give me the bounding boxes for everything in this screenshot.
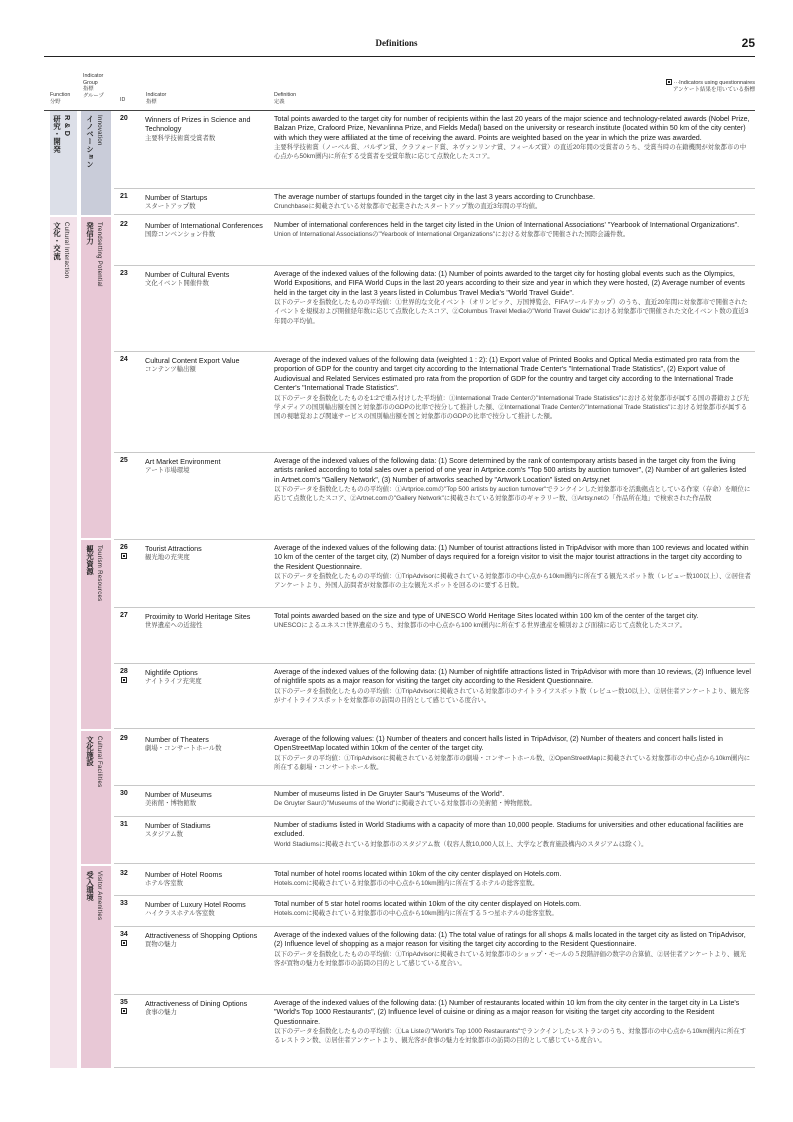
indicator-definition: Number of museums listed in De Gruyter Saur's "Museums of the World". De Gruyter Saurの"Museums of the World"に掲載されている対象都市の美術館・博物館数。 [274,790,536,808]
col-id: ID [120,97,126,103]
indicator-name: Number of Theaters 劇場・コンサートホール数 [145,735,222,753]
indicator-id: 28 [120,668,128,683]
col-definition: Definition 定義 [274,92,297,105]
indicator-name: Attractiveness of Shopping Options 買物の魅力 [145,931,258,949]
indicator-definition: Average of the indexed values of the following data: (1) Number of nightlife attractions listed in TripAdvisor with more than 10 reviews, (2) Influence level of nightlife spots as a major reason for visiting the target city according to the Resident Questionnaire. 以下のデータを指数化したものの平均値：①TripAdvisorに掲載されている対象都市のナイトライフスポット数（レビュー数10以上）、②居住者アンケートより、観光客がナイトライフスポットを対象都市の訪問の目的として感じている度合い。 [274,668,751,705]
table-row [114,995,755,1068]
table-row [114,111,755,189]
indicator-name: Number of Startups スタートアップ数 [145,193,208,211]
questionnaire-icon [121,940,127,946]
indicator-name: Number of International Conferences 国際コンベンション件数 [145,221,263,239]
indicator-id: 33 [120,900,128,907]
header-rule [44,56,755,57]
indicator-definition: Average of the indexed values of the following data: (1) Number of restaurants located within 10 km from the city center in the target city in La Liste's "World's Top 1000 Restaurants", (2) Influence level of cuisine or dining as a major reason for visiting the target city according to the Resident Questionnaire. 以下のデータを指数化したものの平均値：①La Listeの"World's Top 1000 Restaurants"でランクインしたレストランのうち、対象都市の中心点から10km圏内に所在するレストラン数、②居住者アンケートより、観光客が食事の魅力を対象都市の訪問の目的として感じている度合い。 [274,999,747,1045]
col-function: Function 分野 [50,92,71,105]
indicator-definition: Total number of 5 star hotel rooms located within 10km of the city center displayed on Hotels.com. Hotels.comに掲載されている対象都市の中心点から10km圏内に所在する５つ星ホテルの総客室数。 [274,900,582,918]
table-row [114,664,755,729]
indicator-definition: Total points awarded based on the size and type of UNESCO World Heritage Sites located within 100 km of the center of the target city. UNESCOによるユネスコ世界遺産のうち、対象都市の中心点から100 km圏内に所在する世界遺産を種別および面積に応じて点数化したスコア。 [274,612,699,630]
indicator-definition: Total number of hotel rooms located within 10km of the city center displayed on Hotels.com. Hotels.comに掲載されている対象都市の中心点から10km圏内に所在するホテルの総客室数。 [274,870,562,888]
questionnaire-icon [121,677,127,683]
group-band-innovation: Innovation イノベーション [81,111,111,215]
indicator-definition: Average of the indexed values of the following data: (1) Score determined by the rank of contemporary artists based in the target city from the living artists ranked according to total sales over a period of one year in Artprice.com's "Top 500 artists by auction turnover", (2) Number of art galleries listed in Artnet.com's "Gallery Network", (3) Number of artworks seached by "Artwork Location" listed on Artsy.net 以下のデータを指数化したものの平均値：①Artprice.comの"Top 500 artists by auction turnover"でランクインした対象都市を活動拠点としている作家（存命）を順位に応じて点数化したスコア、②Artnet.comの"Gallery Network"に掲載されている対象都市のギャラリー数、③Artsy.netの「作品所在地」で検索された作品数 [274,457,751,503]
indicator-name: Nightlife Options ナイトライフ充実度 [145,668,202,686]
table-row [114,817,755,864]
indicator-name: Tourist Attractions 観光地の充実度 [145,544,202,562]
indicator-id: 24 [120,356,128,363]
col-indicator-group: Indicator Group 指標 グループ [83,73,104,99]
indicator-name: Number of Luxury Hotel Rooms ハイクラスホテル客室数 [145,900,246,918]
indicator-id: 35 [120,999,128,1014]
table-row [114,266,755,352]
group-band-cultural-facilities: Cultural Facilities 文化施設 [81,731,111,864]
table-row [114,352,755,453]
function-band-cultural-interaction: Cultural Interaction 文化・交流 [50,217,77,1068]
indicator-id: 20 [120,115,128,122]
indicator-id: 30 [120,790,128,797]
table-row [114,731,755,786]
table-row [114,896,755,927]
indicator-id: 22 [120,221,128,228]
indicator-definition: Number of stadiums listed in World Stadiums with a capacity of more than 10,000 people. Stadiums for universities and other educational facilities are excluded. World Stadiumsに掲載されている対象都市のスタジアム数（収容人数10,000人以上、大学など教育施設構内のスタジアムは除く）。 [274,821,744,848]
table-row [114,189,755,215]
indicator-name: Art Market Environment アート市場環境 [145,457,221,475]
table-row [114,786,755,817]
indicator-id: 31 [120,821,128,828]
indicator-name: Proximity to World Heritage Sites 世界遺産への近接性 [145,612,251,630]
table-row [114,866,755,896]
indicator-name: Number of Stadiums スタジアム数 [145,821,211,839]
indicator-id: 32 [120,870,128,877]
indicator-name: Cultural Content Export Value コンテンツ輸出額 [145,356,240,374]
indicator-id: 23 [120,270,128,277]
function-band-rd: R & D 研究・開発 [50,111,77,215]
questionnaire-icon [121,553,127,559]
indicator-definition: Average of the indexed values of the following data: (1) Number of points awarded to the target city for hosting global events such as the Olympics, World Expositions, and FIFA World Cups in the last 20 years according to their size and year in which they were hosted, (2) Average number of events held in the target city in the last 3 years listed in Columbus Travel Media's "World Travel Guide". 以下のデータを指数化したものの平均値：①世界的な文化イベント（オリンピック、万国博覧会、FIFAワールドカップ）のうち、直近20年間に対象都市で開催されたイベントを規模および開催経年数に応じて点数化したスコア、②Columbus Travel Mediaの"World Travel Guide"における対象都市で開催された文化イベント数の直近3年間の平均値。 [274,270,749,325]
indicator-id: 25 [120,457,128,464]
indicator-definition: Average of the indexed values of the following data (weighted 1 : 2): (1) Export value of Printed Books and Optical Media estimated pro rata from the proportion of GDP for the country and target city according to the International Trade Center's "International Trade Statistics", (2) Export value of Audiovisual and Related Services estimated pro rata from the proportion of GDP for the country and target city according to the International Trade Center's "International Trade Statistics". 以下のデータを指数化したものを1:2で重み付けした平均値：①International Trade Centerの"International Trade Statistics"における対象都市が属する国の書籍および光学メディアの国別輸出額を国と対象都市のGDPの比率で按分して推計した額、②International Trade Centerの"International Trade Statistics"における対象都市が属する国の視聴覚および関連サービスの国別輸出額を国と対象都市のGDPの比率で按分して推計した額。 [274,356,750,421]
indicator-definition: Total points awarded to the target city for number of recipients within the last 20 years of the major science and technology-related awards (Nobel Prize, Balzan Prize, Crafoord Prize, Nevanlinna Prize, and Fields Medal) based on the university or research institute (located within 50 km of the city center) with which they were affiliated at the time of receiving the award. Points are weighted based on the year in which the prize was awarded. 主要科学技術賞（ノーベル賞、バルザン賞、クラフォード賞、ネヴァンリンナ賞、フィールズ賞）の直近20年間の受賞者のうち、受賞当時の在籍機関が対象都市の中心点から50km圏内に所在する受賞者を受賞年数に応じて点数化したスコア。 [274,115,750,161]
questionnaire-icon [121,1008,127,1014]
indicator-name: Number of Hotel Rooms ホテル客室数 [145,870,223,888]
indicator-name: Winners of Prizes in Science and Technology 主要科学技術賞受賞者数 [145,115,251,142]
indicator-id: 34 [120,931,128,946]
indicator-id: 27 [120,612,128,619]
indicator-id: 29 [120,735,128,742]
questionnaire-legend: ···Indicators using questionnaires アンケート結果を用いている指標 [666,79,755,94]
indicator-name: Number of Cultural Events 文化イベント開催件数 [145,270,230,288]
indicator-definition: Average of the indexed values of the following data: (1) Number of tourist attractions listed in TripAdvisor with more than 100 reviews and located within 10 km of the center of the target city, (2) Number of days required for a foreign visitor to visit the major tourist attractions in the target city according to the Resident Questionnaire. 以下のデータを指数化したものの平均値：①TripAdvisorに掲載されている対象都市の中心点から10km圏内に所在する観光スポット数（レビュー数100以上）、②居住者アンケートより、外国人訪問者が対象都市の主な観光スポットを回るのに要する日数。 [274,544,751,590]
page-title: Definitions [375,38,418,48]
group-band-trendsetting: Trendsetting Potential 発信力 [81,217,111,538]
indicator-definition: The average number of startups founded in the target city in the last 3 years according to Crunchbase. Crunchbaseに掲載されている対象都市で起業されたスタートアップ数の直近3年間の平均値。 [274,193,595,211]
col-indicator: Indicator 指標 [146,92,167,105]
indicator-name: Attractiveness of Dining Options 食事の魅力 [145,999,248,1017]
table-row [114,927,755,995]
table-row [114,217,755,266]
group-band-visitor-amenities: Visitor Amenities 受入環境 [81,866,111,1068]
indicator-id: 21 [120,193,128,200]
page-number: 25 [741,36,755,50]
indicator-definition: Number of international conferences held in the target city listed in the Union of International Associations' "Yearbook of International Organizations". Union of International Associationsの"Yearbook of International Organizations"における対象都市で開催された国際会議件数。 [274,221,740,239]
indicator-id: 26 [120,544,128,559]
questionnaire-icon [666,79,672,85]
indicator-definition: Average of the indexed values of the following data: (1) The total value of ratings for all shops & malls located in the target city as listed on TripAdvisor, (2) Influence level of shopping as a major reason for visiting the target city according to the Resident Questionnaire. 以下のデータを指数化したものの平均値：①TripAdvisorに掲載されている対象都市のショップ・モールの５段階評価の数字の合算値、②居住者アンケートより、観光客が買物の魅力を対象都市の訪問の目的として感じている度合い。 [274,931,747,968]
table-row [114,608,755,664]
table-row [114,453,755,540]
table-row [114,540,755,608]
group-band-tourism: Tourism Resources 観光資源 [81,540,111,729]
indicator-definition: Average of the following values: (1) Number of theaters and concert halls listed in TripAdvisor, (2) Number of theaters and concert halls listed in OpenStreetMap located within 10km of the center of the target city. 以下のデータの平均値：①TripAdvisorに掲載されている対象都市の劇場・コンサートホール数、②OpenStreetMapに掲載されている対象都市の中心点から10km圏内に所在する劇場・コンサートホール数。 [274,735,751,772]
indicator-name: Number of Museums 美術館・博物館数 [145,790,212,808]
